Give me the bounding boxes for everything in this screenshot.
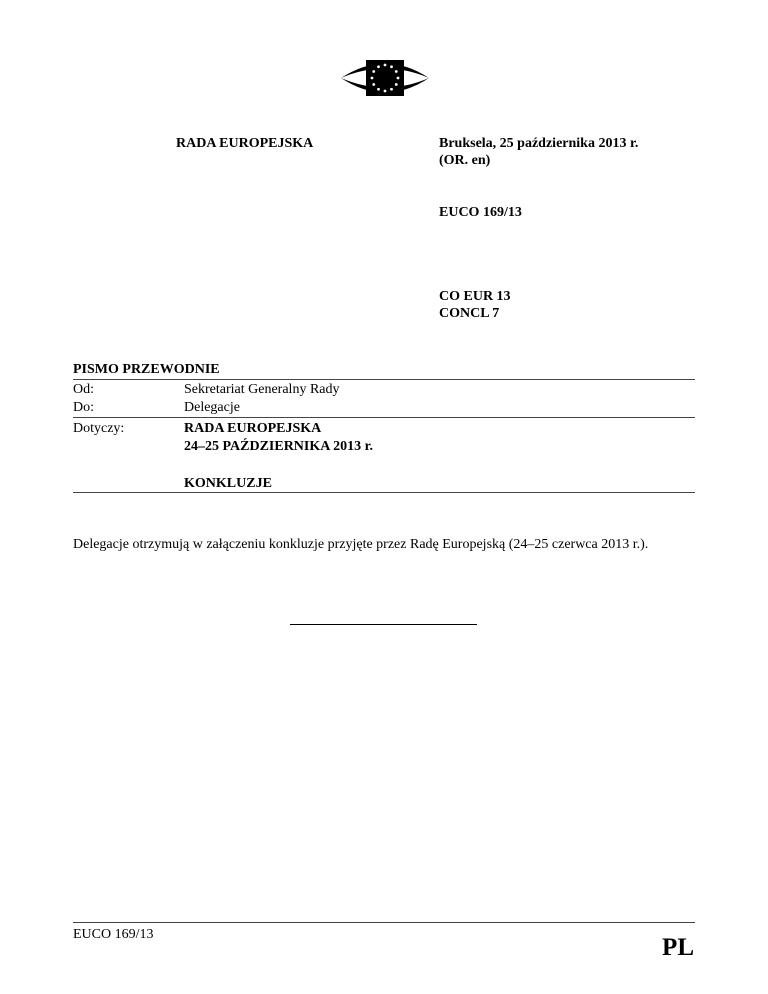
emblem-star [371,77,374,80]
place-date: Bruksela, 25 października 2013 r. [439,136,639,151]
document-number: EUCO 169/13 [439,205,522,220]
emblem-star [395,83,398,86]
emblem-star [390,65,393,68]
emblem-star [384,64,387,67]
emblem-star [377,65,380,68]
eu-council-emblem-icon [338,55,432,101]
from-value: Sekretariat Generalny Rady [184,382,340,397]
rule-title [73,379,695,380]
emblem-star [372,83,375,86]
subject-line-2: 24–25 PAŹDZIERNIKA 2013 r. [184,439,374,454]
footer-rule [73,922,695,923]
code-concl: CONCL 7 [439,306,500,321]
to-label: Do: [73,400,94,415]
footer-doc-number: EUCO 169/13 [73,927,154,942]
language-code: PL [662,934,694,961]
cover-note-title: PISMO PRZEWODNIE [73,362,220,377]
body-paragraph: Delegacje otrzymują w załączeniu konkluzje przyjęte przez Radę Europejską (24–25 czerwca 2013 r.). [73,537,649,552]
rule-subject [73,492,695,493]
emblem-star [397,77,400,80]
code-co-eur: CO EUR 13 [439,289,511,304]
rule-to [73,417,695,418]
subject-sub: KONKLUZJE [184,476,272,491]
institution-name: RADA EUROPEJSKA [176,136,314,151]
end-rule [290,624,477,625]
emblem-star [395,70,398,73]
to-value: Delegacje [184,400,240,415]
emblem-star [390,88,393,91]
original-language: (OR. en) [439,153,491,168]
emblem-star [384,90,387,93]
subject-label: Dotyczy: [73,421,125,436]
from-label: Od: [73,382,94,397]
emblem-star [372,70,375,73]
emblem-star [377,88,380,91]
subject-line-1: RADA EUROPEJSKA [184,421,322,436]
